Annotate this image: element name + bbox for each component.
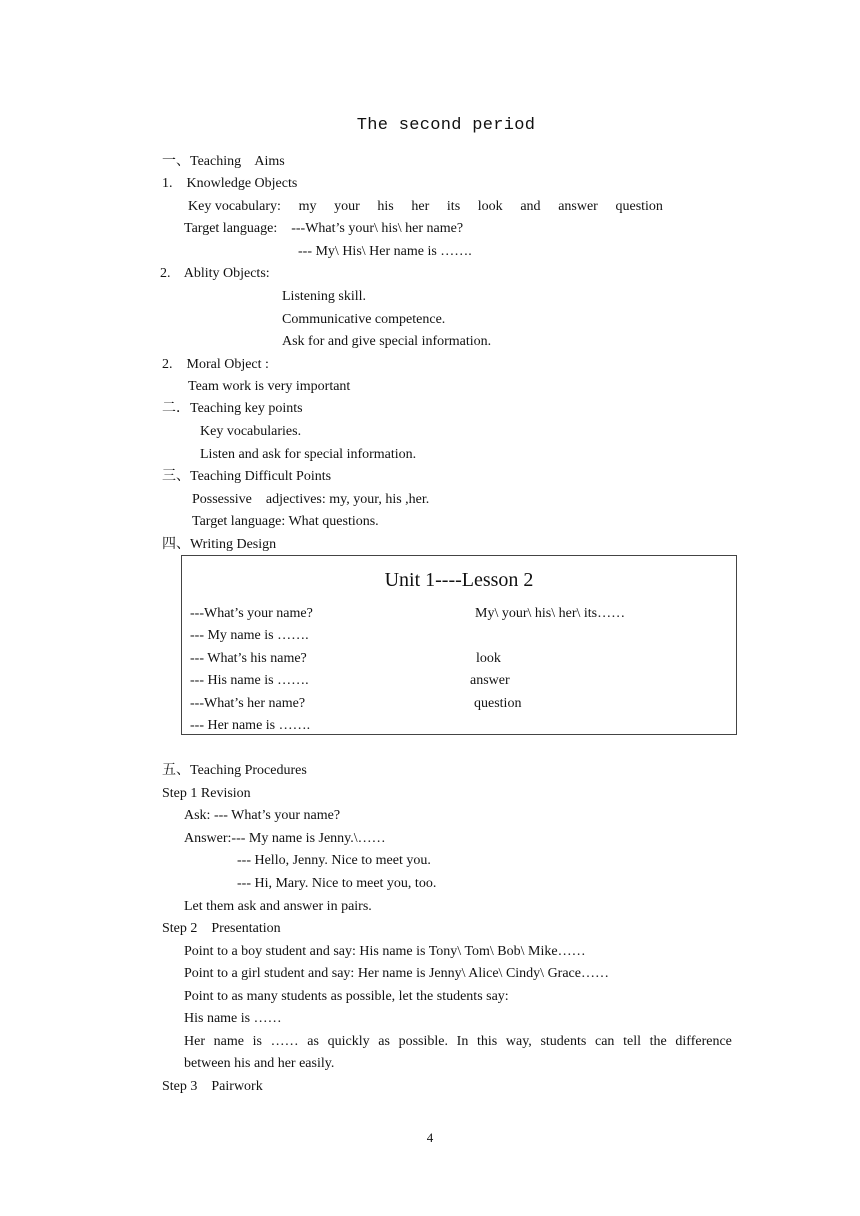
word: name <box>213 1034 244 1049</box>
knowledge-objects-heading: 1. Knowledge Objects <box>162 176 298 191</box>
step1-pairs: Let them ask and answer in pairs. <box>184 899 372 914</box>
key-vocabulary-line <box>188 198 663 216</box>
word: Her <box>184 1034 205 1049</box>
target-language-line: Target language: ---What’s your\ his\ her name? <box>184 221 464 236</box>
ability-item: Ask for and give special information. <box>282 334 492 349</box>
key-vocab-word: its <box>446 199 461 214</box>
page-number: 4 <box>426 1130 434 1145</box>
difficult-point-item: Target language: What questions. <box>192 514 379 529</box>
step2-line: Point to a girl student and say: Her name is Jenny\ Alice\ Cindy\ Grace…… <box>184 966 609 981</box>
word: way, <box>505 1034 532 1049</box>
writing-design-box <box>181 555 737 735</box>
board-right-line: question <box>474 696 522 711</box>
word: the <box>649 1034 667 1049</box>
word: this <box>476 1034 498 1049</box>
word: as <box>307 1034 319 1049</box>
word: can <box>595 1034 615 1049</box>
step1-reply: --- Hi, Mary. Nice to meet you, too. <box>237 876 437 891</box>
section-heading-difficult-points: 三、Teaching Difficult Points <box>162 469 332 484</box>
key-vocab-word: his <box>377 199 394 214</box>
word: students <box>540 1034 587 1049</box>
key-vocab-word: and <box>520 199 541 214</box>
key-vocab-word: question <box>615 199 663 214</box>
key-point-item: Key vocabularies. <box>200 424 302 439</box>
moral-object-heading: 2. Moral Object : <box>162 357 269 372</box>
board-right-line: look <box>476 651 501 666</box>
step2-line: Point to as many students as possible, let the students say: <box>184 989 509 1004</box>
ability-item: Communicative competence. <box>282 312 446 327</box>
board-left-line: --- My name is ……. <box>190 628 309 643</box>
key-point-item: Listen and ask for special information. <box>200 447 417 462</box>
section-heading-procedures: 五、Teaching Procedures <box>162 763 307 778</box>
word: difference <box>675 1034 732 1049</box>
word: quickly <box>327 1034 370 1049</box>
board-left-line: ---What’s her name? <box>190 696 306 711</box>
word: is <box>252 1034 262 1049</box>
board-left-line: --- Her name is ……. <box>190 718 311 733</box>
board-left-line: --- What’s his name? <box>190 651 307 666</box>
step2-heading: Step 2 Presentation <box>162 921 281 936</box>
step2-justified-line <box>184 1033 732 1051</box>
board-left-line: ---What’s your name? <box>190 606 313 621</box>
step1-answer: Answer:--- My name is Jenny.\…… <box>184 831 386 846</box>
step1-heading: Step 1 Revision <box>162 786 251 801</box>
word: In <box>456 1034 469 1049</box>
word: tell <box>623 1034 641 1049</box>
section-heading-key-points: 二．Teaching key points <box>162 401 303 416</box>
board-right-line: My\ your\ his\ her\ its…… <box>475 606 626 621</box>
step2-line: His name is …… <box>184 1011 282 1026</box>
step1-reply: --- Hello, Jenny. Nice to meet you. <box>237 853 431 868</box>
key-vocab-word: your <box>334 199 360 214</box>
key-vocab-word: my <box>298 199 317 214</box>
board-right-line: answer <box>470 673 510 688</box>
word: …… <box>270 1034 299 1049</box>
key-vocab-word: her <box>411 199 430 214</box>
key-vocab-label: Key vocabulary: <box>188 199 281 214</box>
key-vocab-word: answer <box>558 199 598 214</box>
ability-item: Listening skill. <box>282 289 366 304</box>
section-heading-writing-design: 四、Writing Design <box>162 537 277 552</box>
moral-object-text: Team work is very important <box>188 379 351 394</box>
section-heading-teaching-aims: 一、Teaching Aims <box>162 154 285 169</box>
target-language-answer: --- My\ His\ Her name is ……. <box>298 244 472 259</box>
ability-objects-heading: 2. Ablity Objects: <box>160 266 270 281</box>
step2-line: between his and her easily. <box>184 1056 335 1071</box>
page-title: The second period <box>356 116 536 135</box>
step1-ask: Ask: --- What’s your name? <box>184 808 341 823</box>
key-vocab-word: look <box>477 199 503 214</box>
step3-heading: Step 3 Pairwork <box>162 1079 263 1094</box>
board-left-line: --- His name is ……. <box>190 673 309 688</box>
word: as <box>378 1034 390 1049</box>
step2-line: Point to a boy student and say: His name is Tony\ Tom\ Bob\ Mike…… <box>184 944 586 959</box>
difficult-point-item: Possessive adjectives: my, your, his ,her. <box>192 492 430 507</box>
word: possible. <box>398 1034 448 1049</box>
writing-design-title: Unit 1----Lesson 2 <box>384 569 534 591</box>
